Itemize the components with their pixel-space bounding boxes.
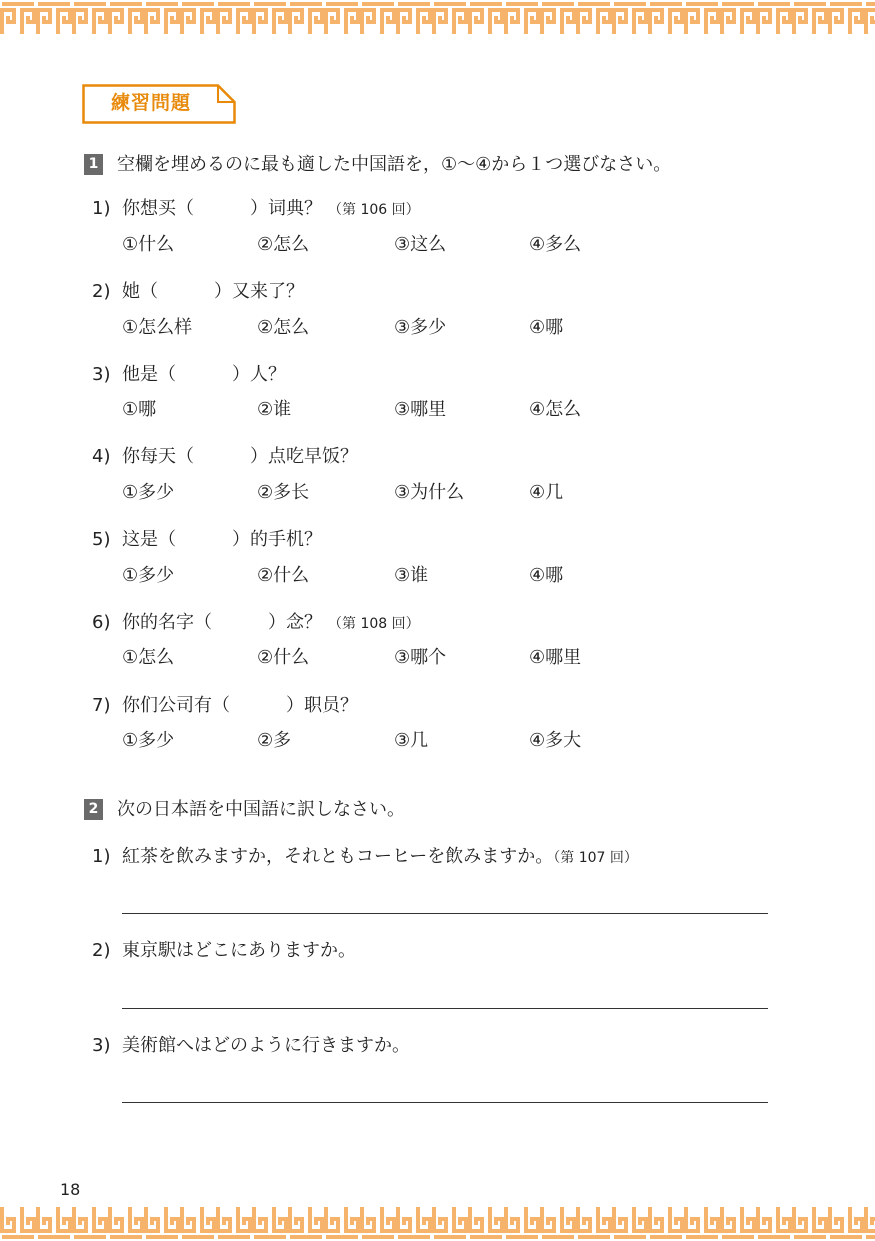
answer-line-3[interactable] [122,1102,768,1103]
question-number: 1) [92,846,111,867]
question-text-before: 你的名字（ [122,612,212,633]
bottom-decorative-border [0,1205,875,1241]
section-1-instruction: 空欄を埋めるのに最も適した中国語を，①～④から１つ選びなさい。 [117,154,672,175]
question-number: 6) [92,612,111,633]
option-3[interactable]: ③几 [394,730,429,751]
option-2[interactable]: ②怎么 [257,317,310,338]
question-number: 5) [92,529,111,550]
option-3[interactable]: ③哪个 [394,647,447,668]
question-number: 3) [92,1035,111,1056]
option-4[interactable]: ④多大 [529,730,582,751]
section-1-number: 1 [84,154,103,175]
question-1-3 [92,364,286,386]
question-text-after: ）念？ [268,612,322,633]
page-number: 18 [60,1180,81,1199]
question-source: （第 106 回） [328,202,420,218]
option-1[interactable]: ①哪 [122,399,157,420]
question-text: 美術館へはどのように行きますか。 [122,1035,410,1056]
question-text-before: 这是（ [122,529,176,550]
question-number: 7) [92,695,111,716]
page-title: 練習問題 [110,92,191,114]
option-3[interactable]: ③多少 [394,317,447,338]
question-1-6 [92,612,420,635]
answer-line-1[interactable] [122,913,768,914]
question-text-before: 她（ [122,281,158,302]
question-text-before: 他是（ [122,364,176,385]
option-4[interactable]: ④哪 [529,565,564,586]
top-decorative-border [0,0,875,36]
option-3[interactable]: ③哪里 [394,399,447,420]
question-1-2 [92,281,304,303]
question-number: 2) [92,940,111,961]
option-2[interactable]: ②谁 [257,399,292,420]
option-2[interactable]: ②什么 [257,565,310,586]
question-text: 東京駅はどこにありますか。 [122,940,356,961]
option-4[interactable]: ④哪里 [529,647,582,668]
option-1[interactable]: ①什么 [122,234,175,255]
option-1[interactable]: ①多少 [122,482,175,503]
section-2-header [84,799,405,821]
option-2[interactable]: ②怎么 [257,234,310,255]
question-text-after: ）职员？ [286,695,358,716]
option-1[interactable]: ①怎么样 [122,317,193,338]
question-source: （第 108 回） [328,616,420,632]
question-number: 1) [92,198,111,219]
question-number: 3) [92,364,111,385]
option-4[interactable]: ④怎么 [529,399,582,420]
question-text-after: ）的手机？ [232,529,322,550]
question-text-after: ）词典？ [250,198,322,219]
answer-line-2[interactable] [122,1008,768,1009]
question-1-5 [92,529,322,551]
option-3[interactable]: ③这么 [394,234,447,255]
question-text-after: ）人？ [232,364,286,385]
question-number: 2) [92,281,111,302]
option-1[interactable]: ①怎么 [122,647,175,668]
option-4[interactable]: ④哪 [529,317,564,338]
option-4[interactable]: ④几 [529,482,564,503]
question-2-2 [92,940,356,962]
question-text-before: 你每天（ [122,446,194,467]
question-1-1 [92,198,420,221]
question-1-7 [92,695,358,717]
section-title-box [82,84,234,122]
section-2-instruction: 次の日本語を中国語に訳しなさい。 [117,799,405,820]
question-text-after: ）点吃早饭？ [250,446,358,467]
question-1-4 [92,446,358,468]
question-text: 紅茶を飲みますか，それともコーヒーを飲みますか。 [122,846,554,867]
section-2-number: 2 [84,799,103,820]
option-2[interactable]: ②什么 [257,647,310,668]
option-2[interactable]: ②多长 [257,482,310,503]
option-3[interactable]: ③谁 [394,565,429,586]
option-2[interactable]: ②多 [257,730,292,751]
question-2-1 [92,846,638,869]
section-1-header [84,154,671,176]
option-1[interactable]: ①多少 [122,565,175,586]
question-2-3 [92,1035,410,1057]
option-3[interactable]: ③为什么 [394,482,465,503]
question-text-before: 你想买（ [122,198,194,219]
option-1[interactable]: ①多少 [122,730,175,751]
question-source: （第 107 回） [553,850,638,866]
question-text-before: 你们公司有（ [122,695,230,716]
question-text-after: ）又来了？ [214,281,304,302]
question-number: 4) [92,446,111,467]
option-4[interactable]: ④多么 [529,234,582,255]
